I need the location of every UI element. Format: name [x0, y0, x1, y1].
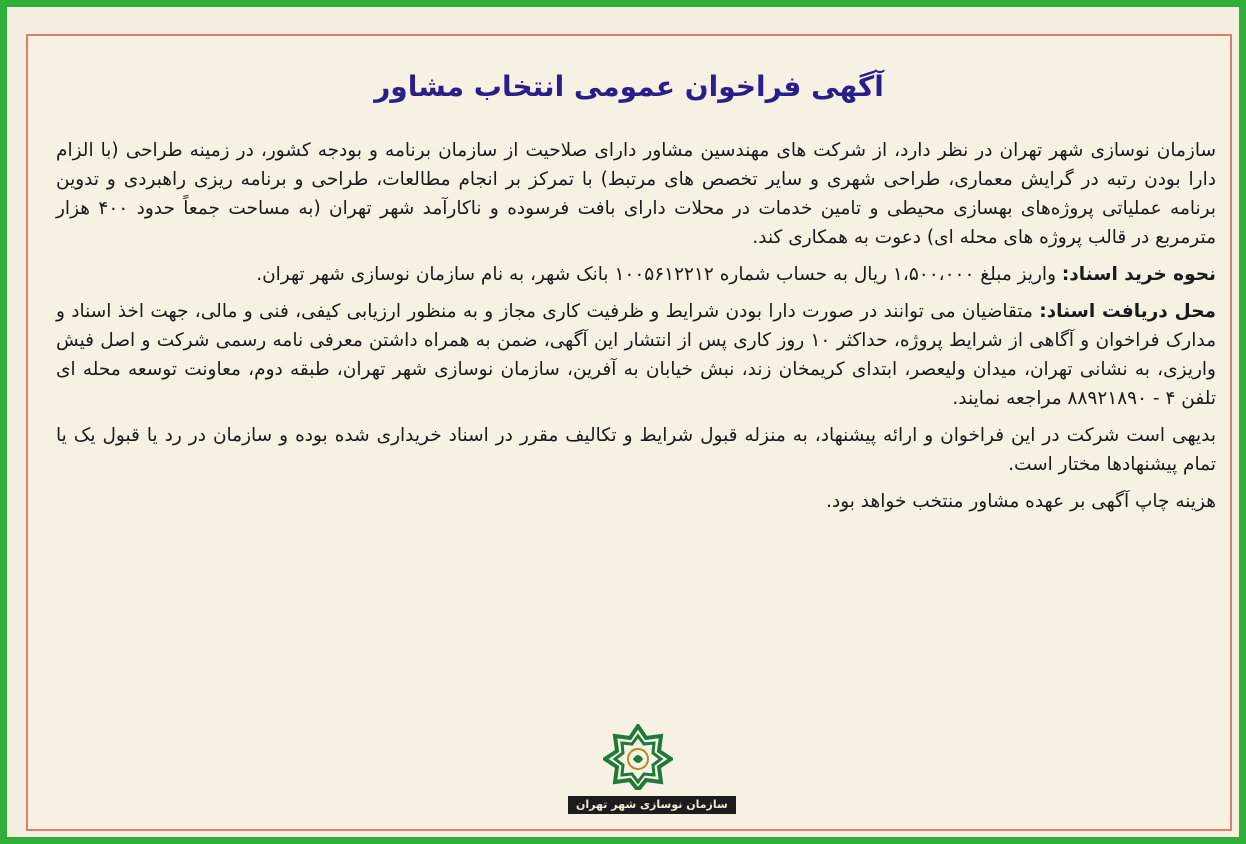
pickup-paragraph [56, 297, 1216, 413]
purchase-paragraph [56, 260, 1216, 289]
cost-paragraph: هزینه چاپ آگهی بر عهده مشاور منتخب خواهد بود. [826, 491, 1216, 512]
purchase-text: واریز مبلغ ۱،۵۰۰،۰۰۰ ریال به حساب شماره ۱۰۰۵۶۱۲۲۱۲ بانک شهر، به نام سازمان نوسازی شهر تهران. [256, 264, 1057, 285]
ad-inner-frame [26, 34, 1232, 831]
pickup-text: متقاضیان می توانند در صورت دارا بودن شرایط و ظرفیت کاری مجاز و به منظور ارزیابی کیفی، فنی و مالی، جهت اخذ اسناد و مدارک فراخوان و آگاهی از شرایط پروژه، حداکثر ۱۰ روز کاری پس از انتشار این آگهی، ضمن به همراه داشتن معرفی نامه رسمی شرکت و اصل فیش واریزی، به نشانی تهران، میدان ولیعصر، ابتدای کریمخان زند، نبش خیابان به آفرین، سازمان نوسازی شهر تهران، طبقه دوم، معاونت توسعه محله ای تلفن ۴ - ۸۸۹۲۱۸۹۰ مراجعه نمایند. [56, 301, 1216, 409]
star-emblem-icon [603, 724, 673, 790]
ad-title: آگهی فراخوان عمومی انتخاب مشاور [374, 70, 884, 103]
organization-logo [568, 724, 728, 814]
pickup-label: محل دریافت اسناد: [1039, 301, 1216, 322]
intro-paragraph: سازمان نوسازی شهر تهران در نظر دارد، از شرکت های مهندسین مشاور دارای صلاحیت از سازمان برنامه و بودجه کشور، در زمینه طراحی (با الزام دارا بودن رتبه در گرایش معماری، طراحی شهری و سایر تخصص های مرتبط) با تمرکز بر انجام مطالعات، طراحی و برنامه ریزی راهبردی و تدوین برنامه عملیاتی پروژه‌های بهسازی محیطی و تامین خدمات در محلات دارای بافت فرسوده و ناکارآمد شهر تهران (به مساحت جمعاً حدود ۴۰۰ هزار مترمربع در قالب پروژه های محله ای) دعوت به همکاری کند. [56, 140, 1216, 248]
purchase-label: نحوه خرید اسناد: [1061, 264, 1216, 285]
ad-body [56, 136, 1216, 524]
terms-paragraph: بدیهی است شرکت در این فراخوان و ارائه پیشنهاد، به منزله قبول شرایط و تکالیف مقرر در اسناد خریداری شده بوده و سازمان در رد یا قبول یک یا تمام پیشنهادها مختار است. [56, 425, 1216, 475]
logo-caption: سازمان نوسازی شهر تهران [568, 796, 736, 814]
